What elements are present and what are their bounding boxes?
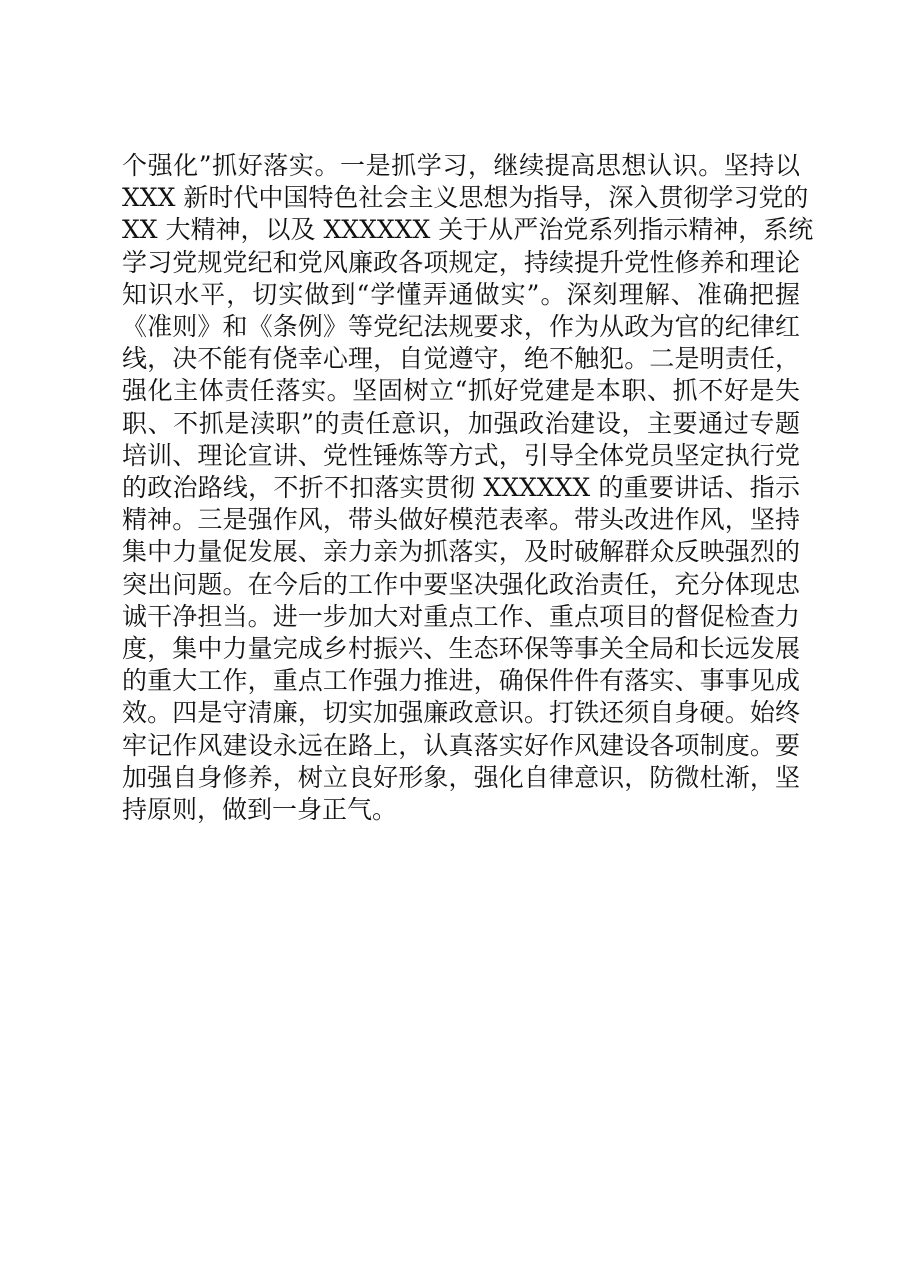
text-line: XXX 新时代中国特色社会主义思想为指导，深入贯彻学习党的 xyxy=(122,183,809,213)
text-line: 个强化”抓好落实。一是抓学习，继续提高思想认识。坚持以 xyxy=(122,151,800,180)
text-line: 加强自身修养，树立良好形象，强化自律意识，防微杜渐，坚 xyxy=(122,762,800,792)
text-line: 牢记作风建设永远在路上，认真落实好作风建设各项制度。要 xyxy=(122,730,800,760)
text-line: 突出问题。在今后的工作中要坚决强化政治责任，充分体现忠 xyxy=(122,569,800,599)
text-line: 的政治路线，不折不扣落实贯彻 XXXXXX 的重要讲话、指示 xyxy=(122,473,800,503)
text-line: 集中力量促发展、亲力亲为抓落实，及时破解群众反映强烈的 xyxy=(122,537,800,567)
text-line: 知识水平，切实做到“学懂弄通做实”。深刻理解、准确把握 xyxy=(122,279,800,309)
text-line: 持原则，做到一身正气。 xyxy=(122,795,398,825)
text-line: 度，集中力量完成乡村振兴、生态环保等事关全局和长远发展 xyxy=(122,634,800,664)
text-line: 职、不抓是渎职”的责任意识，加强政治建设，主要通过专题 xyxy=(122,408,800,438)
text-line: 效。四是守清廉，切实加强廉政意识。打铁还须自身硬。始终 xyxy=(122,698,800,728)
text-line: 线，决不能有侥幸心理，自觉遵守，绝不触犯。二是明责任， xyxy=(122,344,800,374)
body-paragraph xyxy=(122,150,814,826)
text-line: 学习党规党纪和党风廉政各项规定，持续提升党性修养和理论 xyxy=(122,247,800,277)
text-line: 精神。三是强作风，带头做好模范表率。带头改进作风，坚持 xyxy=(122,505,800,535)
text-line: 的重大工作，重点工作强力推进，确保件件有落实、事事见成 xyxy=(122,666,800,696)
text-line: 培训、理论宣讲、党性锤炼等方式，引导全体党员坚定执行党 xyxy=(122,440,800,470)
text-line: 《准则》和《条例》等党纪法规要求，作为从政为官的纪律红 xyxy=(122,312,800,342)
text-line: XX 大精神，以及 XXXXXX 关于从严治党系列指示精神，系统 xyxy=(122,215,814,245)
text-line: 强化主体责任落实。坚固树立“抓好党建是本职、抓不好是失 xyxy=(122,376,800,406)
text-line: 诚干净担当。进一步加大对重点工作、重点项目的督促检查力 xyxy=(122,601,800,631)
